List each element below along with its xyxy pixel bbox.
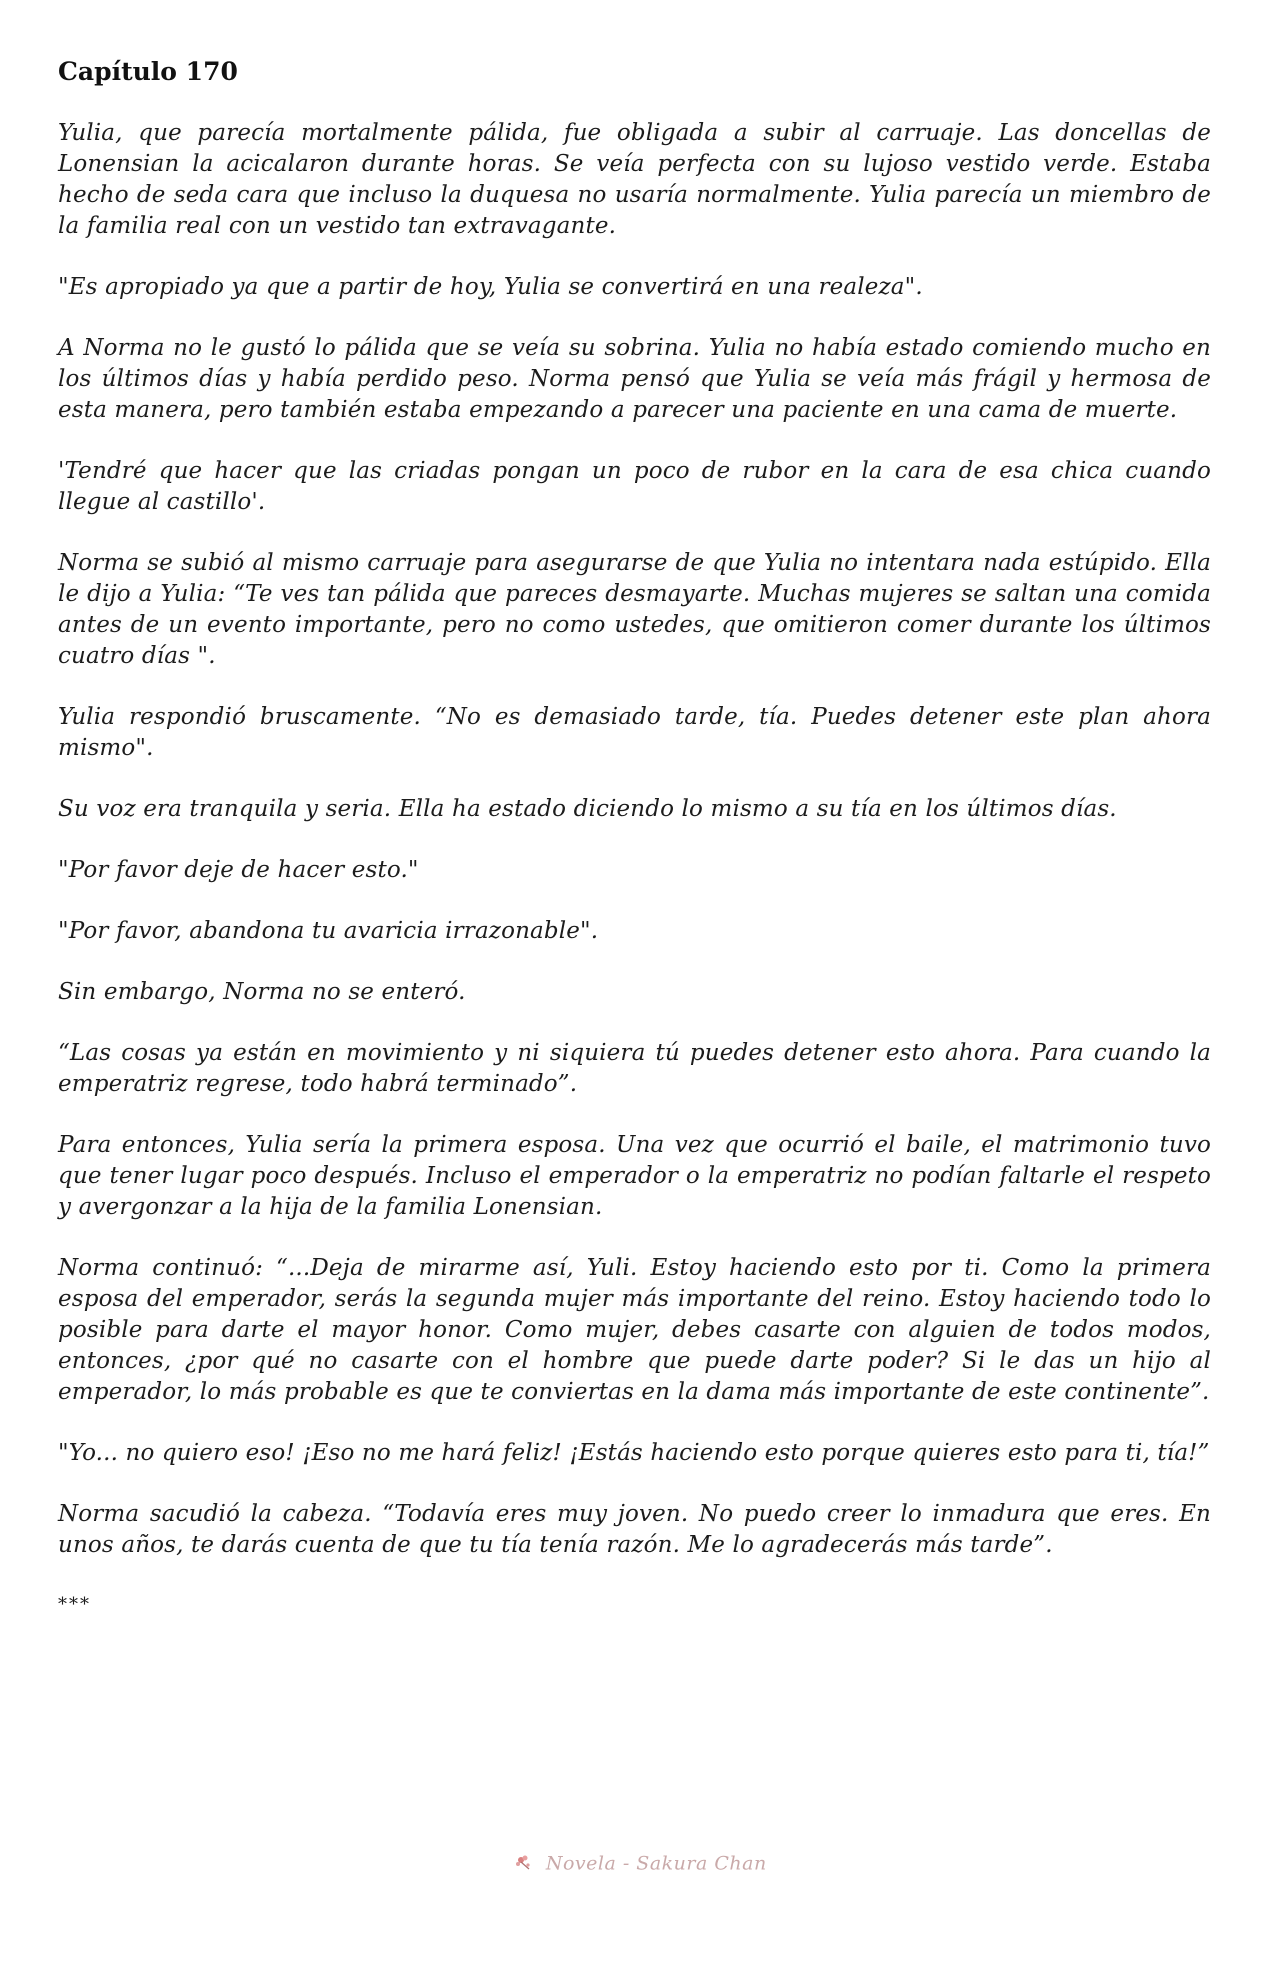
paragraph: 'Tendré que hacer que las criadas pongan un poco de rubor en la cara de esa chica cuando llegue al castillo'. (58, 458, 1211, 515)
paragraph: A Norma no le gustó lo pálida que se veía su sobrina. Yulia no había estado comiendo mucho en los últimos días y había perdido peso. Norma pensó que Yulia se veía más frágil y hermosa de esta manera, pero también estaba empezando a parecer una paciente en una cama de muerte. (58, 335, 1211, 423)
paragraph: Norma sacudió la cabeza. “Todavía eres muy joven. No puedo creer lo inmadura que eres. En unos años, te darás cuenta de que tu tía tenía razón. Me lo agradecerás más tarde”. (58, 1501, 1211, 1558)
paragraph: Norma continuó: “...Deja de mirarme así, Yuli. Estoy haciendo esto por ti. Como la primera esposa del emperador, serás la segunda mujer más importante del reino. Estoy haciendo todo lo posible para darte el mayor honor. Como mujer, debes casarte con alguien de todos modos, entonces, ¿por qué no casarte con el hombre que puede darte poder? Si le das un hijo al emperador, lo más probable es que te conviertas en la dama más importante de este continente”. (58, 1255, 1211, 1405)
paragraph: Norma se subió al mismo carruaje para asegurarse de que Yulia no intentara nada estúpido. Ella le dijo a Yulia: “Te ves tan pálida que pareces desmayarte. Muchas mujeres se saltan una comida antes de un evento importante, pero no como ustedes, que omitieron comer durante los últimos cuatro días ". (58, 550, 1211, 669)
paragraph: “Las cosas ya están en movimiento y ni siquiera tú puedes detener esto ahora. Para cuando la emperatriz regrese, todo habrá terminado”. (58, 1040, 1211, 1097)
document-page (58, 56, 1211, 1650)
paragraph: "Yo... no quiero eso! ¡Eso no me hará feliz! ¡Estás haciendo esto porque quieres esto para ti, tía!” (58, 1440, 1210, 1466)
paragraph: Su voz era tranquila y seria. Ella ha estado diciendo lo mismo a su tía en los últimos días. (58, 796, 1117, 822)
chapter-title: Capítulo 170 (58, 57, 238, 86)
paragraph: Para entonces, Yulia sería la primera esposa. Una vez que ocurrió el baile, el matrimonio tuvo que tener lugar poco después. Incluso el emperador o la emperatriz no podían faltarle el respeto y avergonzar a la hija de la familia Lonensian. (58, 1132, 1211, 1220)
paragraph: Yulia respondió bruscamente. “No es demasiado tarde, tía. Puedes detener este plan ahora mismo". (58, 704, 1211, 761)
paragraph: "Es apropiado ya que a partir de hoy, Yulia se convertirá en una realeza". (58, 274, 923, 300)
watermark (0, 1852, 1280, 1877)
paragraph: "Por favor deje de hacer esto." (58, 857, 419, 883)
paragraph: Yulia, que parecía mortalmente pálida, fue obligada a subir al carruaje. Las doncellas de Lonensian la acicalaron durante horas. Se veía perfecta con su lujoso vestido verde. Estaba hecho de seda cara que incluso la duquesa no usaría normalmente. Yulia parecía un miembro de la familia real con un vestido tan extravagante. (58, 120, 1211, 239)
watermark-text: Novela - Sakura Chan (545, 1852, 767, 1875)
paragraph: "Por favor, abandona tu avaricia irrazonable". (58, 918, 599, 944)
scene-break: *** (58, 1594, 91, 1615)
cherry-blossom-icon (513, 1852, 535, 1877)
paragraph: Sin embargo, Norma no se enteró. (58, 979, 466, 1005)
